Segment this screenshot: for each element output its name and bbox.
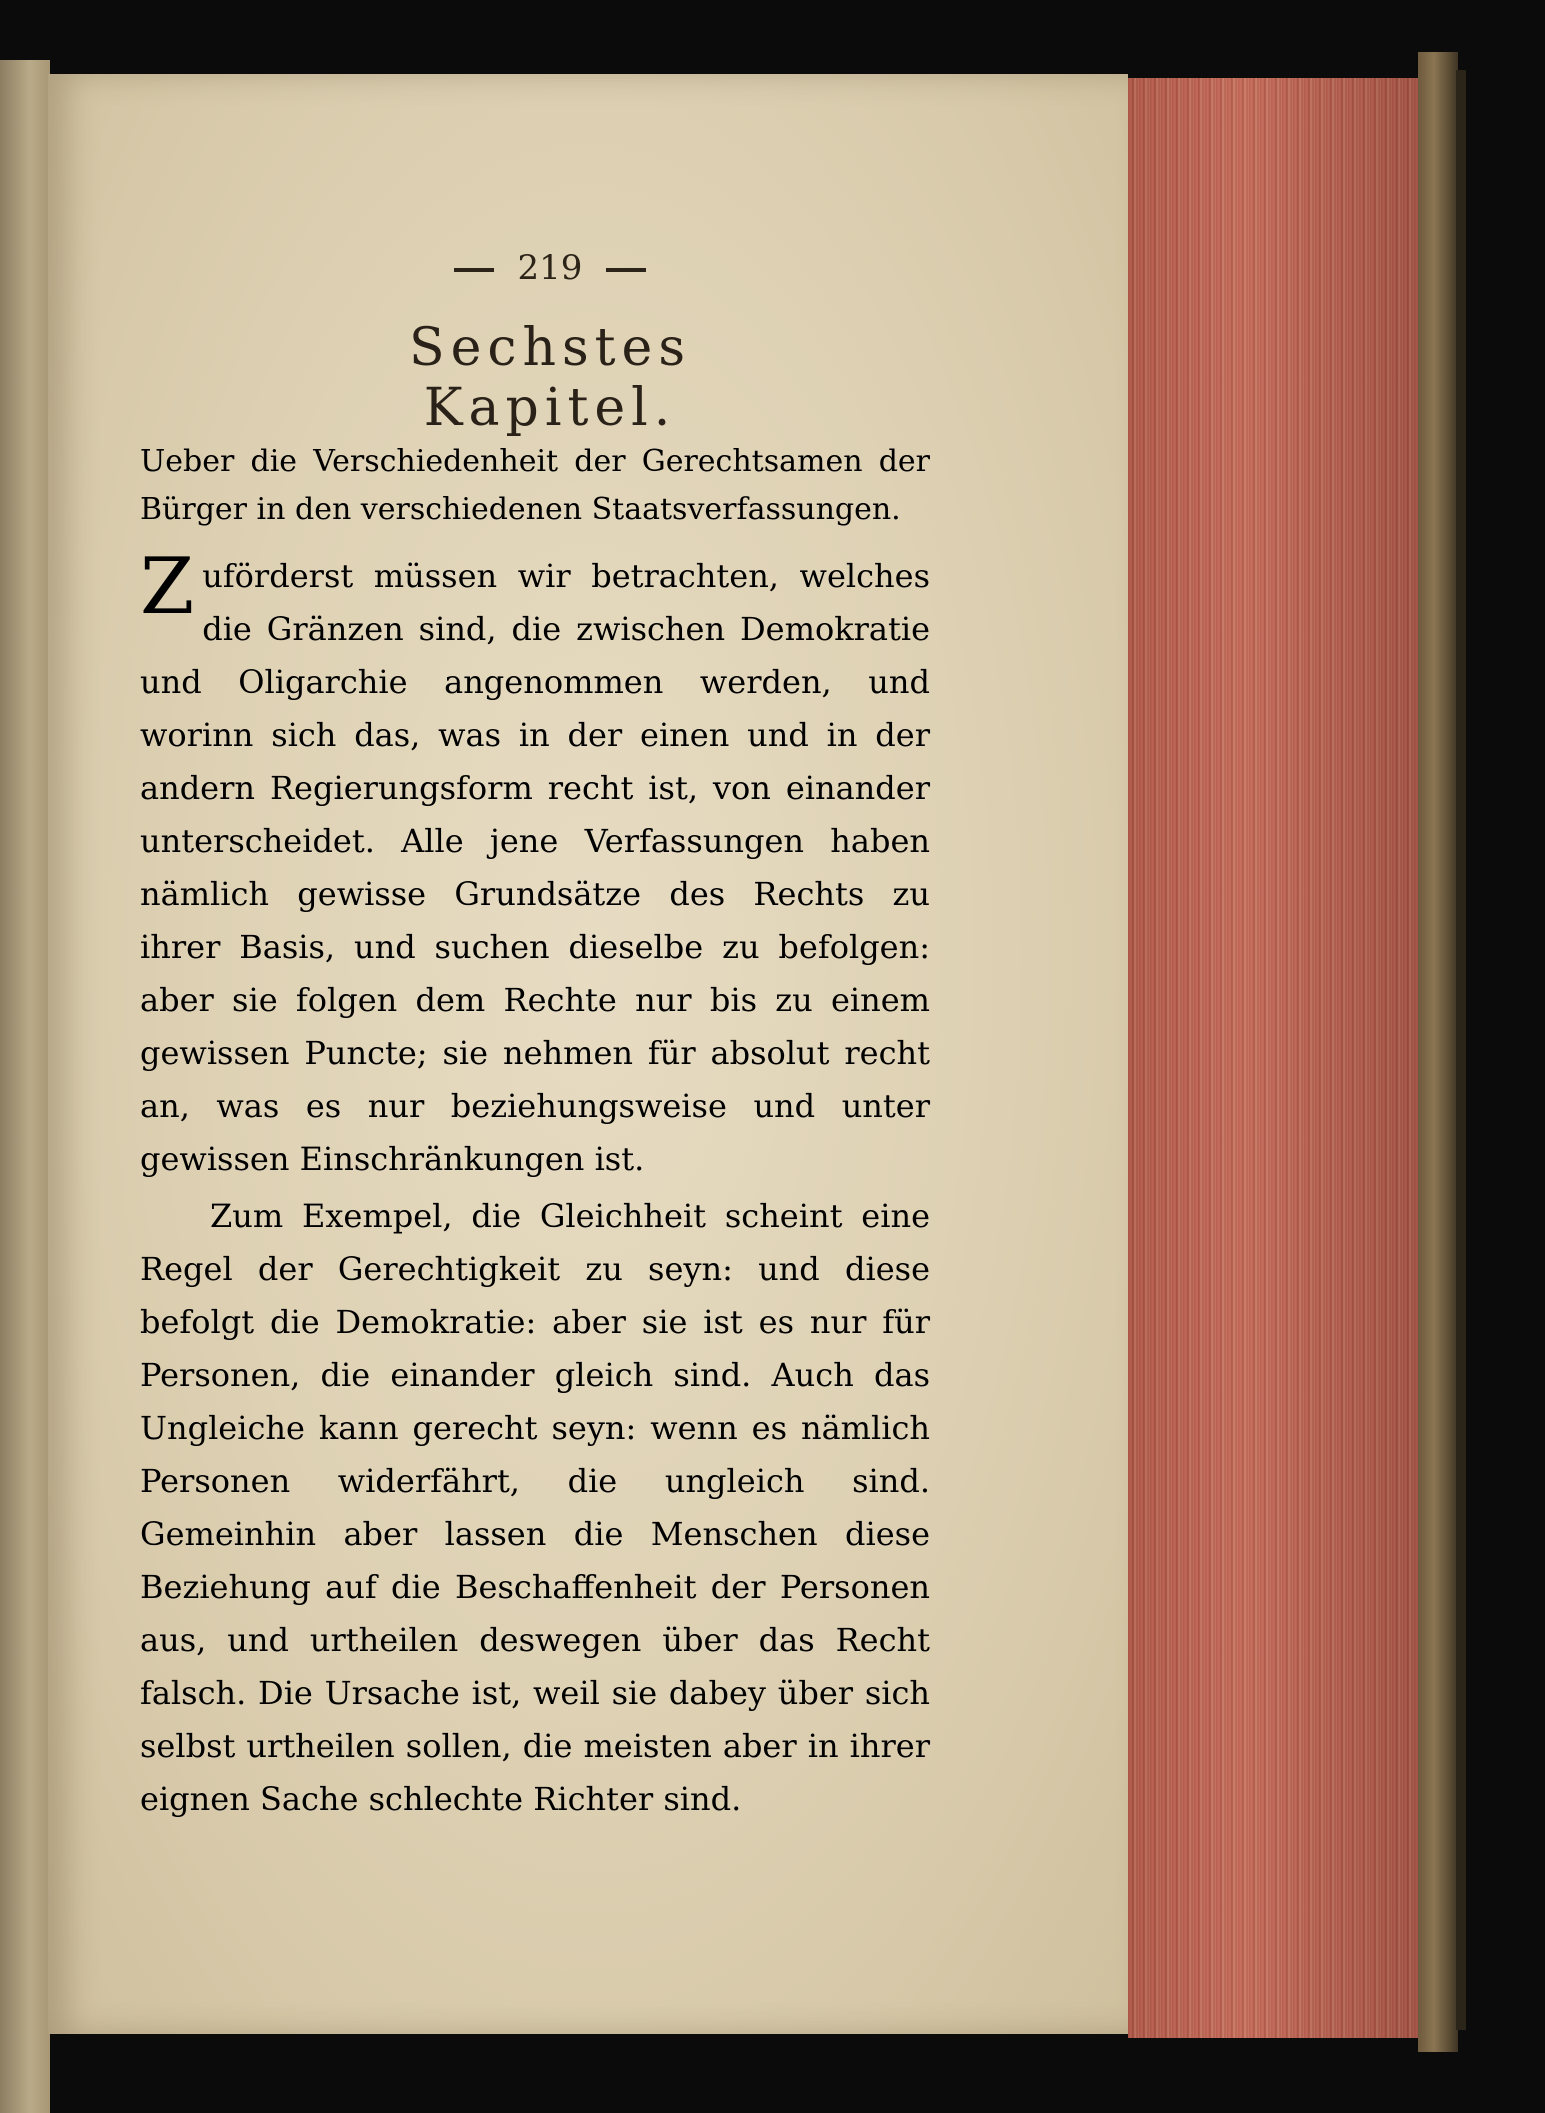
page-number: 219 — [517, 248, 583, 288]
paragraph-2: Zum Exempel, die Gleichheit scheint eine Regel der Gerechtigkeit zu seyn: und diese befolgt die Demokratie: aber sie ist es nur für Personen, die einander gleich sind. Auch das Ungleiche kann gerecht seyn: wenn es nämlich Personen widerfährt, die ungleich sind. Gemeinhin aber lassen die Menschen diese Beziehung auf die Beschaffenheit der Personen aus, und urtheilen deswegen über das Recht falsch. Die Ursache ist, weil sie dabey über sich selbst urtheilen sollen, die meisten aber in ihrer eignen Sache schlechte Richter sind. — [140, 1197, 930, 1818]
paragraph-1 — [140, 542, 930, 1186]
header-dash-right — [606, 268, 646, 272]
chapter-subtitle: Ueber die Verschiedenheit der Gerechtsamen der Bürger in den verschiedenen Staatsverfassungen. — [140, 444, 930, 527]
page-header — [420, 248, 680, 288]
cover-shadow — [1456, 70, 1466, 2030]
facing-page-edge — [0, 60, 50, 2113]
book-cover-edge — [1418, 52, 1458, 2052]
drop-cap: Z — [140, 542, 195, 632]
paragraph-1-text: uförderst müssen wir betrachten, welches die Gränzen sind, die zwischen Demokratie und Oligarchie angenommen werden, und worinn sich das, was in der einen und in der andern Regierungsform recht ist, von einander unterscheidet. Alle jene Verfassungen haben nämlich gewisse Grundsätze des Rechts zu ihrer Basis, und suchen dieselbe zu befolgen: aber sie folgen dem Rechte nur bis zu einem gewissen Puncte; sie nehmen für absolut recht an, was es nur beziehungsweise und unter gewissen Einschränkungen ist. — [140, 557, 930, 1178]
header-dash-left — [454, 268, 494, 272]
chapter-title: Sechstes Kapitel. — [408, 318, 692, 438]
page-stack-edges — [1128, 78, 1418, 2038]
